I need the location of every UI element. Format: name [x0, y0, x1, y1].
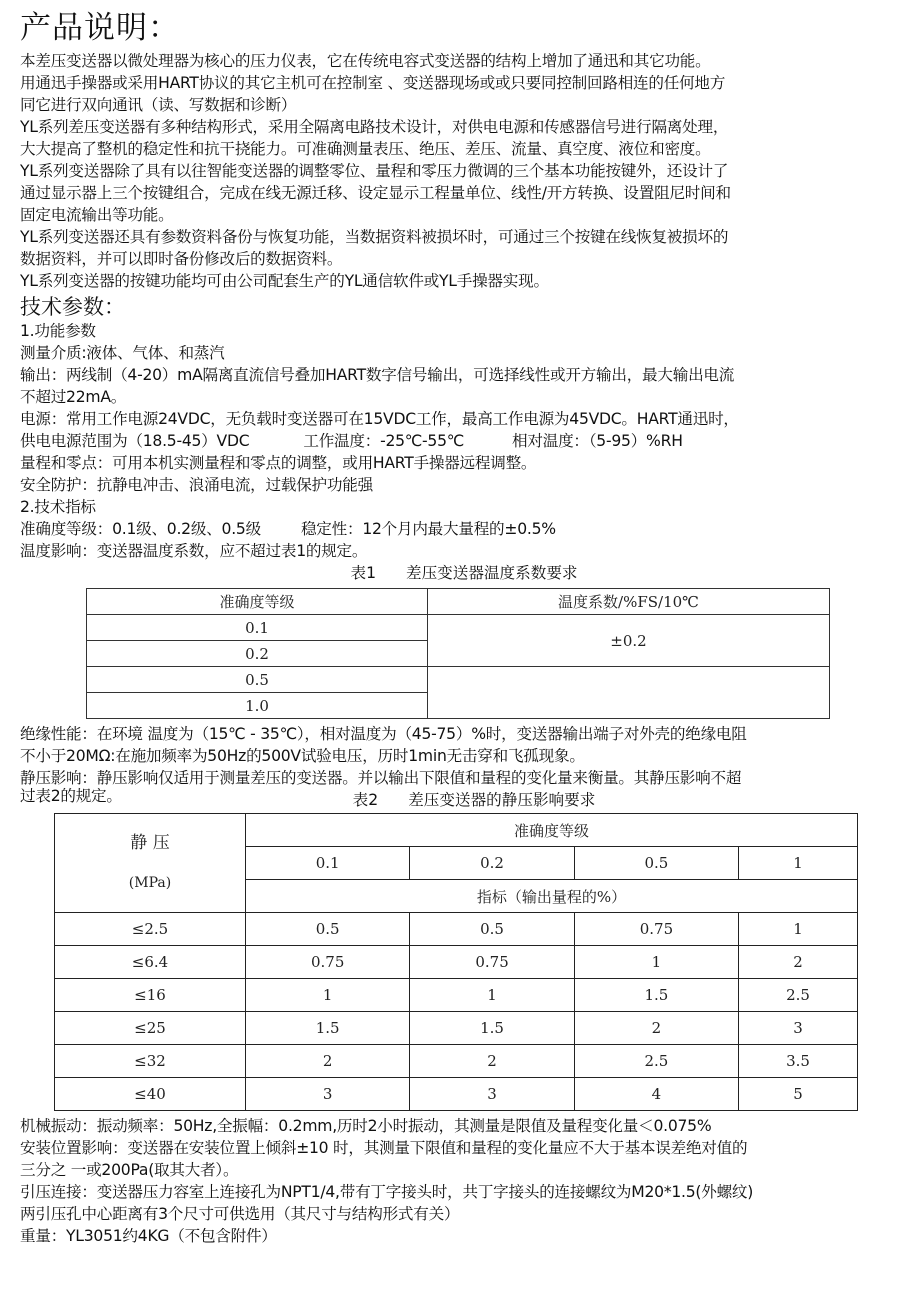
value-cell: 0.75	[410, 946, 574, 979]
intro-line: 本差压变送器以微处理器为核心的压力仪表，它在传统电容式变送器的结构上增加了通迅和其它功能。	[20, 52, 711, 70]
power-line	[20, 430, 908, 452]
product-description-title: 产品说明：	[20, 10, 180, 46]
intro-section	[20, 50, 908, 292]
value-cell: 3	[739, 1012, 858, 1045]
table-row	[55, 1045, 858, 1078]
table2-caption	[20, 789, 908, 811]
table2-grade-cell: 0.5	[574, 847, 738, 880]
insulation-line: 绝缘性能：在环境 温度为（15℃ - 35℃），相对温度为（45-75）%时，变送器输出端子对外壳的绝缘电阻	[20, 725, 747, 743]
value-cell: 5	[739, 1078, 858, 1111]
accuracy-line	[20, 518, 908, 540]
static-pressure-line: 静压影响：静压影响仅适用于测量差压的变送器。并以输出下限值和量程的变化量来衡量。其静压影响不超	[20, 769, 742, 787]
table-row	[55, 1078, 858, 1111]
table1-grade-cell: 1.0	[87, 693, 428, 719]
value-cell: 1	[739, 913, 858, 946]
table-row	[55, 946, 858, 979]
table2-grade-cell: 0.2	[410, 847, 574, 880]
pressure-cell: ≤40	[55, 1078, 246, 1111]
table1-coef-cell: ±0.2	[428, 615, 830, 667]
value-cell: 1.5	[410, 1012, 574, 1045]
value-cell: 2	[246, 1045, 410, 1078]
value-cell: 4	[574, 1078, 738, 1111]
table2-grade-cell: 0.1	[246, 847, 410, 880]
table1-grade-cell: 0.5	[87, 667, 428, 693]
table2-static-label: 静 压	[130, 833, 170, 853]
medium-line: 测量介质:液体、气体、和蒸汽	[20, 344, 225, 362]
pressure-cell: ≤6.4	[55, 946, 246, 979]
value-cell: 3	[410, 1078, 574, 1111]
mounting-line: 安装位置影响：变送器在安装位置上倾斜±10 时，其测量下限值和量程的变化量应不大于基本误差绝对值的	[20, 1139, 748, 1157]
value-cell: 2.5	[574, 1045, 738, 1078]
spec-title: 技术参数：	[20, 295, 125, 319]
value-cell: 1	[574, 946, 738, 979]
pressure-cell: ≤2.5	[55, 913, 246, 946]
intro-line: YL系列变送器还具有参数资料备份与恢复功能，当数据资料被损坏时，可通过三个按键在线恢复被损坏的	[20, 228, 729, 246]
value-cell: 1.5	[574, 979, 738, 1012]
connection-line: 引压连接：变送器压力容室上连接孔为NPT1/4,带有丁字接头时，共丁字接头的连接螺纹为M20*1.5(外螺纹)	[20, 1183, 754, 1201]
table-row	[55, 1012, 858, 1045]
intro-line: 数据资料，并可以即时备份修改后的数据资料。	[20, 250, 343, 268]
value-cell: 1	[410, 979, 574, 1012]
value-cell: 1	[246, 979, 410, 1012]
func-heading: 1.功能参数	[20, 322, 96, 340]
tech-heading: 2.技术指标	[20, 498, 96, 516]
static-pressure-table	[54, 813, 858, 1111]
document-page	[20, 8, 908, 1247]
value-cell: 0.75	[574, 913, 738, 946]
temperature-coefficient-table	[86, 588, 830, 719]
table1-caption	[20, 562, 908, 584]
table1-header-grade: 准确度等级	[87, 589, 428, 615]
value-cell: 2	[739, 946, 858, 979]
table2-index-header: 指标（输出量程的%）	[246, 880, 858, 913]
accuracy-grade: 准确度等级：0.1级、0.2级、0.5级	[20, 520, 261, 538]
table2-unit-label: (MPa)	[128, 875, 172, 891]
table1-header-coef: 温度系数/%FS/10℃	[428, 589, 830, 615]
static-pressure-line: 过表2的规定。	[20, 787, 122, 805]
spec-section	[20, 320, 908, 562]
table2-row-header	[55, 814, 246, 913]
value-cell: 2	[574, 1012, 738, 1045]
intro-line: 大大提高了整机的稳定性和抗干挠能力。可准确测量表压、绝压、差压、流量、真空度、液位和密度。	[20, 140, 711, 158]
table1-empty-cell	[428, 667, 830, 719]
weight-line: 重量：YL3051约4KG（不包含附件）	[20, 1227, 277, 1245]
output-line: 输出：两线制（4-20）mA隔离直流信号叠加HART数字信号输出，可选择线性或开方输出，最大输出电流	[20, 366, 735, 384]
relative-humidity: 相对温度：（5-95）%RH	[512, 432, 683, 450]
table2-title: 差压变送器的静压影响要求	[408, 791, 596, 809]
value-cell: 2.5	[739, 979, 858, 1012]
connection-line: 两引压孔中心距离有3个尺寸可供选用（其尺寸与结构形式有关）	[20, 1205, 460, 1223]
intro-line: YL系列差压变送器有多种结构形式，采用全隔离电路技术设计，对供电电源和传感器信号进行隔离处理，	[20, 118, 729, 136]
working-temperature: 工作温度：-25℃-55℃	[303, 432, 465, 450]
temp-effect-line: 温度影响：变送器温度系数，应不超过表1的规定。	[20, 542, 368, 560]
table-row	[55, 913, 858, 946]
value-cell: 1.5	[246, 1012, 410, 1045]
value-cell: 0.75	[246, 946, 410, 979]
intro-line: 用通迅手操器或采用HART协议的其它主机可在控制室 、变送器现场或或只要同控制回路相连的任何地方	[20, 74, 726, 92]
intro-line: YL系列变送器的按键功能均可由公司配套生产的YL通信软件或YL手操器实现。	[20, 272, 549, 290]
table1-number: 表1	[350, 564, 376, 582]
value-cell: 3	[246, 1078, 410, 1111]
value-cell: 0.5	[410, 913, 574, 946]
value-cell: 2	[410, 1045, 574, 1078]
intro-line: 同它进行双向通讯（读、写数据和诊断）	[20, 96, 297, 114]
pressure-cell: ≤16	[55, 979, 246, 1012]
intro-line: 通过显示器上三个按键组合，完成在线无源迁移、设定显示工程量单位、线性/开方转换、设置阻尼时间和	[20, 184, 731, 202]
table2-number: 表2	[352, 791, 379, 809]
stability: 稳定性：12个月内最大量程的±0.5%	[300, 520, 556, 538]
vibration-line: 机械振动：振动频率：50Hz,全振幅：0.2mm,历时2小时振动，其测量是限值及量程变化量＜0.075%	[20, 1117, 712, 1135]
pressure-cell: ≤32	[55, 1045, 246, 1078]
table1-grade-cell: 0.1	[87, 615, 428, 641]
range-zero-line: 量程和零点：可用本机实测量程和零点的调整，或用HART手操器远程调整。	[20, 454, 537, 472]
insulation-line: 不小于20MΩ:在施加频率为50Hz的500V试验电压，历时1min无击穿和飞孤现象。	[20, 747, 585, 765]
value-cell: 3.5	[739, 1045, 858, 1078]
output-line: 不超过22mA。	[20, 388, 127, 406]
footer-section	[20, 1115, 908, 1247]
table1-title: 差压变送器温度系数要求	[405, 564, 578, 582]
power-line: 电源：常用工作电源24VDC，无负载时变送器可在15VDC工作，最高工作电源为45VDC。HART通迅时，	[20, 410, 739, 428]
table1-grade-cell: 0.2	[87, 641, 428, 667]
table2-grade-header: 准确度等级	[246, 814, 858, 847]
intro-line: 固定电流输出等功能。	[20, 206, 174, 224]
intro-line: YL系列变送器除了具有以往智能变送器的调整零位、量程和零压力微调的三个基本功能按键外，还设计了	[20, 162, 729, 180]
table2-grade-cell: 1	[739, 847, 858, 880]
power-range: 供电电源范围为（18.5-45）VDC	[20, 432, 250, 450]
pressure-cell: ≤25	[55, 1012, 246, 1045]
safety-line: 安全防护：抗静电冲击、浪涌电流，过载保护功能强	[20, 476, 373, 494]
value-cell: 0.5	[246, 913, 410, 946]
mounting-line: 三分之 一或200Pa(取其大者）。	[20, 1161, 239, 1179]
table-row	[55, 979, 858, 1012]
